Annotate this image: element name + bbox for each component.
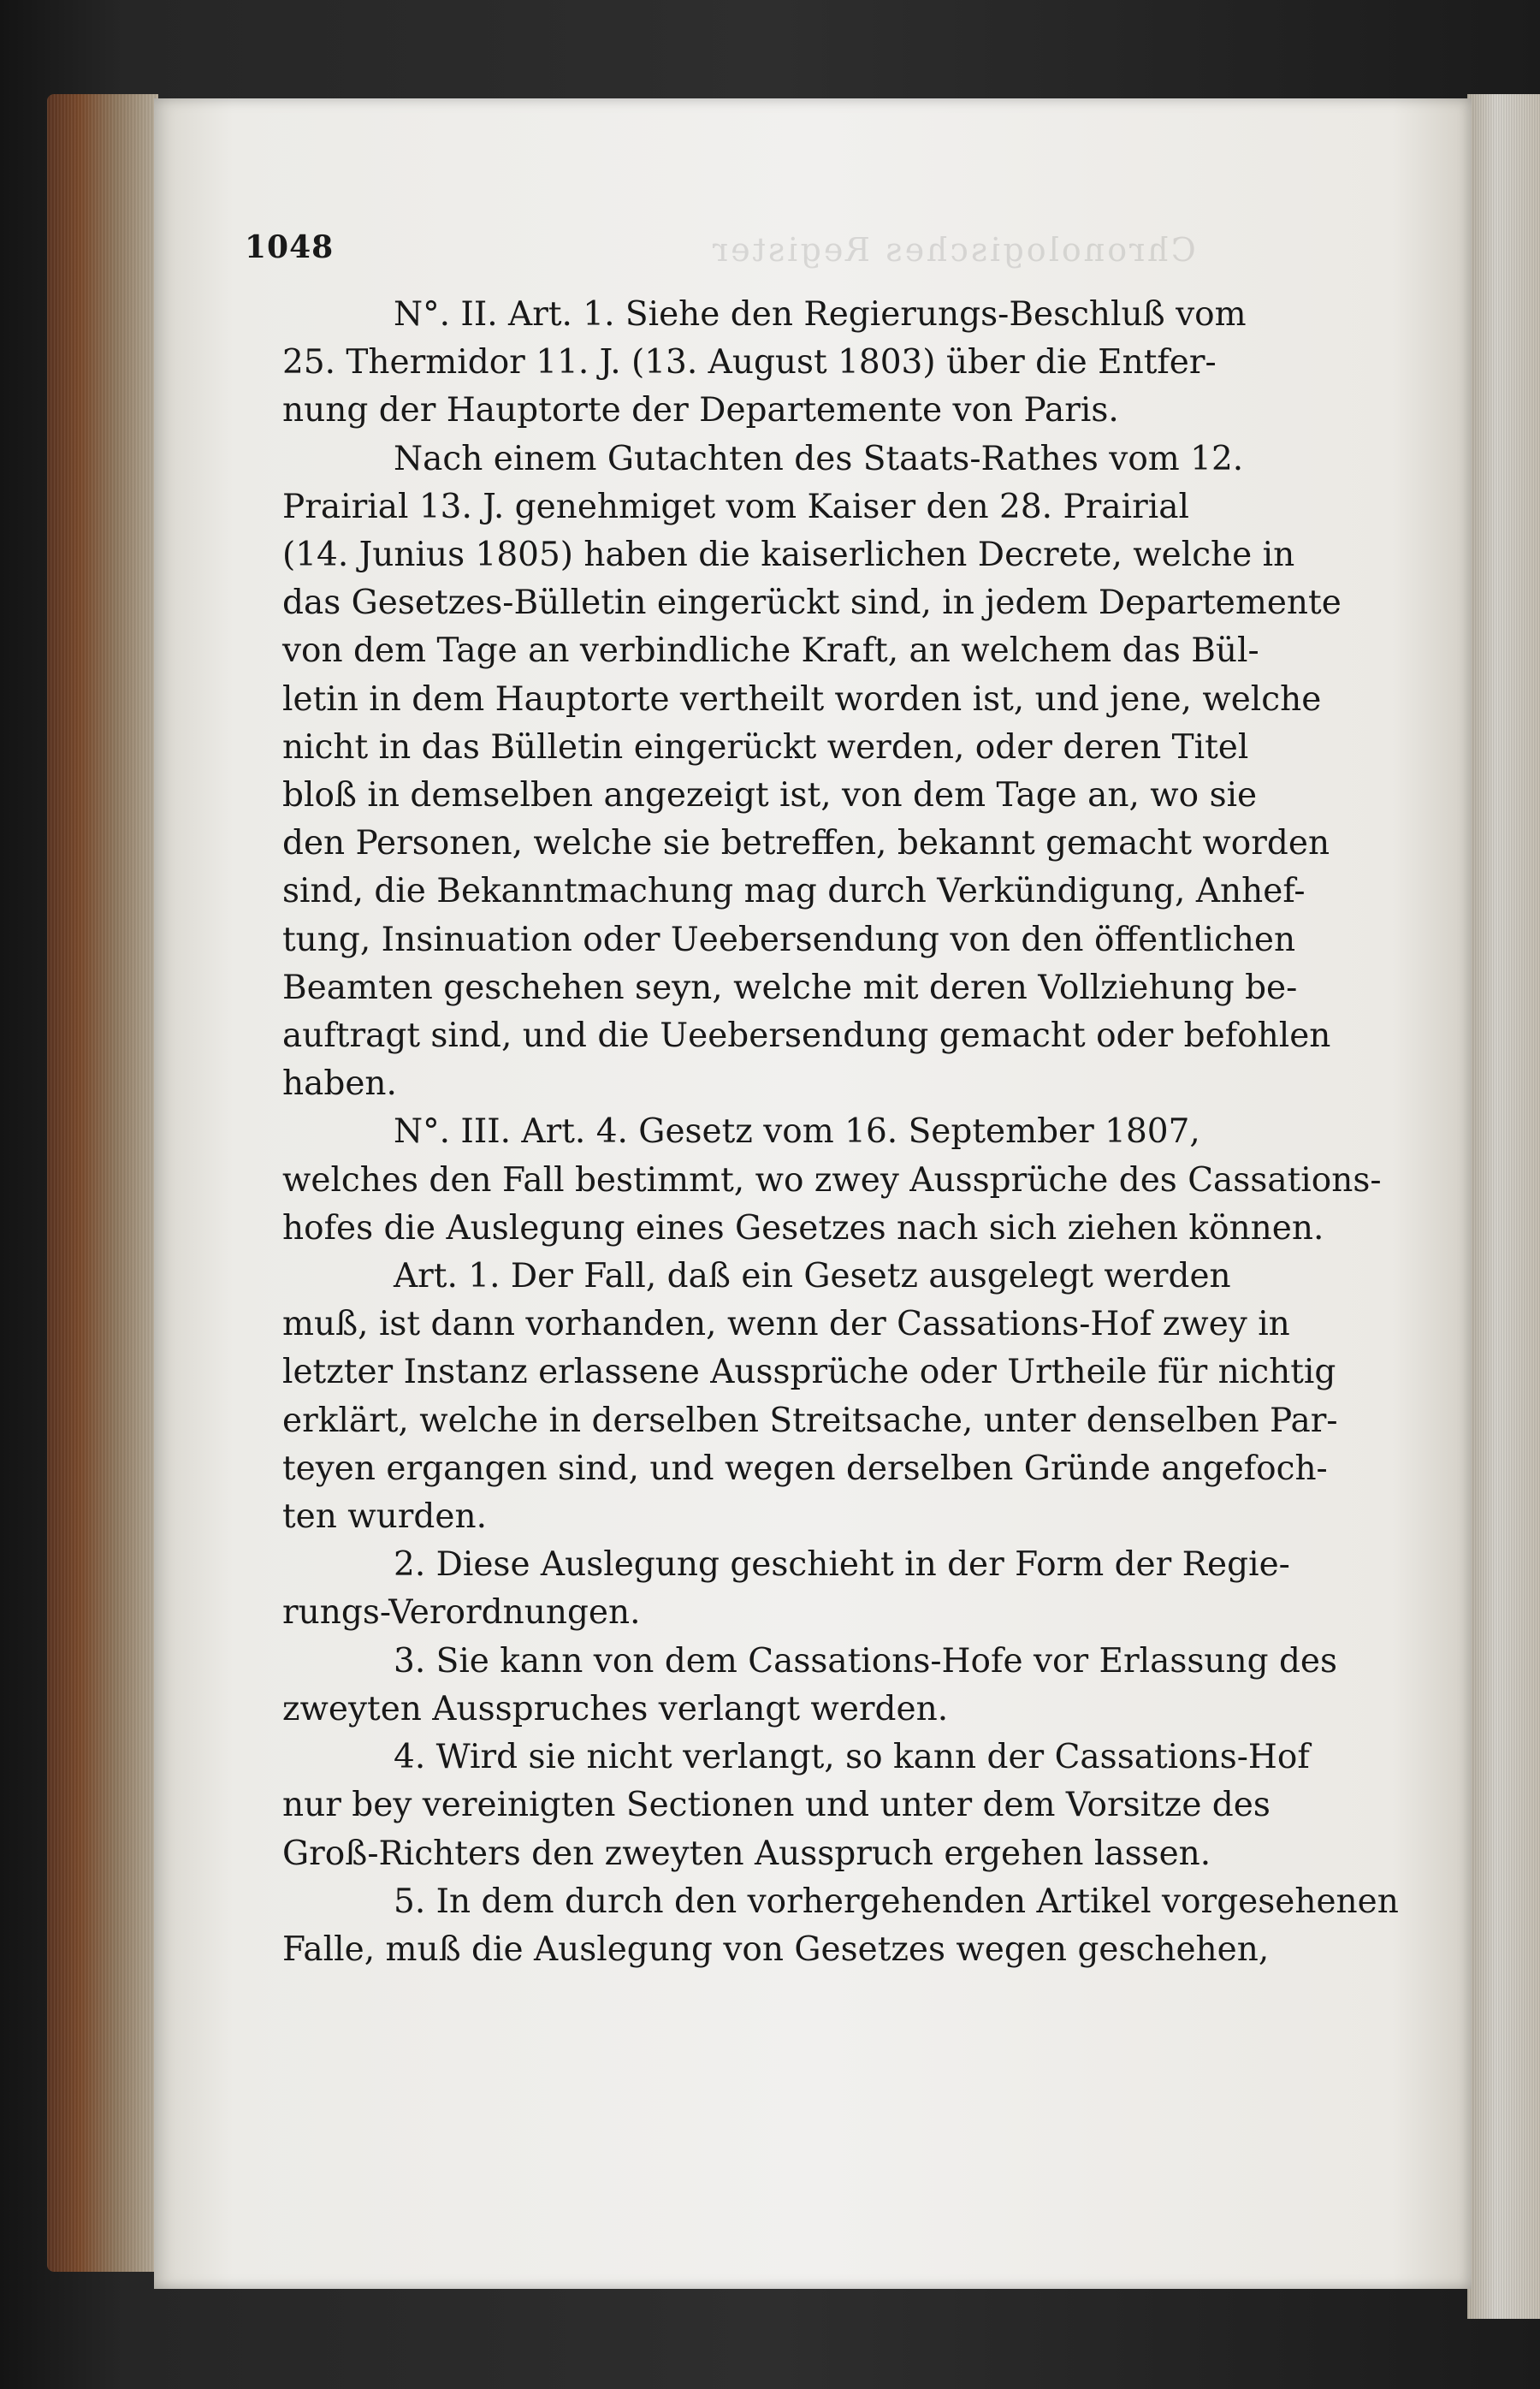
- text-line: letin in dem Hauptorte vertheilt worden ist, und jene, welche: [282, 679, 1322, 719]
- book-fore-edge: [47, 94, 158, 2272]
- text-line: ten wurden.: [282, 1497, 487, 1537]
- text-line: (14. Junius 1805) haben die kaiserlichen Decrete, welche in: [282, 536, 1295, 575]
- text-line: Beamten geschehen seyn, welche mit deren Vollziehung be-: [282, 968, 1298, 1007]
- text-line: erklärt, welche in derselben Streitsache, unter denselben Par-: [282, 1401, 1338, 1440]
- text-line: 5. In dem durch den vorhergehenden Artikel vorgesehenen: [394, 1882, 1399, 1921]
- text-line: zweyten Ausspruches verlangt werden.: [282, 1689, 949, 1728]
- text-line: Falle, muß die Auslegung von Gesetzes wegen geschehen,: [282, 1930, 1270, 1969]
- text-line: N°. II. Art. 1. Siehe den Regierungs-Beschluß vom: [394, 295, 1247, 334]
- text-line: haben.: [282, 1064, 397, 1104]
- text-line: muß, ist dann vorhanden, wenn der Cassations-Hof zwey in: [282, 1305, 1290, 1344]
- text-line: Nach einem Gutachten des Staats-Rathes vom 12.: [394, 439, 1244, 478]
- text-line: 2. Diese Auslegung geschieht in der Form der Regie-: [394, 1545, 1290, 1585]
- text-line: rungs-Verordnungen.: [282, 1593, 641, 1633]
- text-line: nicht in das Bülletin eingerückt werden, oder deren Titel: [282, 727, 1249, 767]
- text-line: hofes die Auslegung eines Gesetzes nach sich ziehen können.: [282, 1208, 1324, 1248]
- show-through-running-head: Chronologisches Register: [710, 231, 1196, 269]
- page-text: [282, 291, 1399, 1974]
- text-line: nur bey vereinigten Sectionen und unter dem Vorsitze des: [282, 1786, 1270, 1825]
- text-line: bloß in demselben angezeigt ist, von dem Tage an, wo sie: [282, 776, 1258, 815]
- text-line: 25. Thermidor 11. J. (13. August 1803) über die Entfer-: [282, 343, 1217, 382]
- text-line: tung, Insinuation oder Ueebersendung von den öffentlichen: [282, 920, 1296, 959]
- text-line: Art. 1. Der Fall, daß ein Gesetz ausgelegt werden: [394, 1257, 1231, 1296]
- text-line: letzter Instanz erlassene Aussprüche oder Urtheile für nichtig: [282, 1353, 1336, 1392]
- text-line: Groß-Richters den zweyten Ausspruch ergehen lassen.: [282, 1834, 1211, 1873]
- text-line: teyen ergangen sind, und wegen derselben Gründe angefoch-: [282, 1449, 1328, 1488]
- text-line: nung der Hauptorte der Departemente von Paris.: [282, 391, 1119, 430]
- text-line: auftragt sind, und die Ueebersendung gemacht oder befohlen: [282, 1017, 1331, 1056]
- text-line: 3. Sie kann von dem Cassations-Hofe vor Erlassung des: [394, 1641, 1338, 1681]
- text-line: von dem Tage an verbindliche Kraft, an welchem das Bül-: [282, 631, 1259, 671]
- text-line: das Gesetzes-Bülletin eingerückt sind, in jedem Departemente: [282, 584, 1342, 623]
- right-page-stack: [1467, 94, 1540, 2319]
- text-line: Prairial 13. J. genehmiget vom Kaiser den 28. Prairial: [282, 487, 1189, 526]
- text-line: 4. Wird sie nicht verlangt, so kann der Cassations-Hof: [394, 1738, 1310, 1777]
- text-line: welches den Fall bestimmt, wo zwey Aussprüche des Cassations-: [282, 1160, 1382, 1200]
- page-number: 1048: [245, 229, 335, 265]
- text-line: N°. III. Art. 4. Gesetz vom 16. September 1807,: [394, 1112, 1200, 1152]
- text-line: den Personen, welche sie betreffen, bekannt gemacht worden: [282, 824, 1330, 863]
- text-line: sind, die Bekanntmachung mag durch Verkündigung, Anhef-: [282, 872, 1306, 911]
